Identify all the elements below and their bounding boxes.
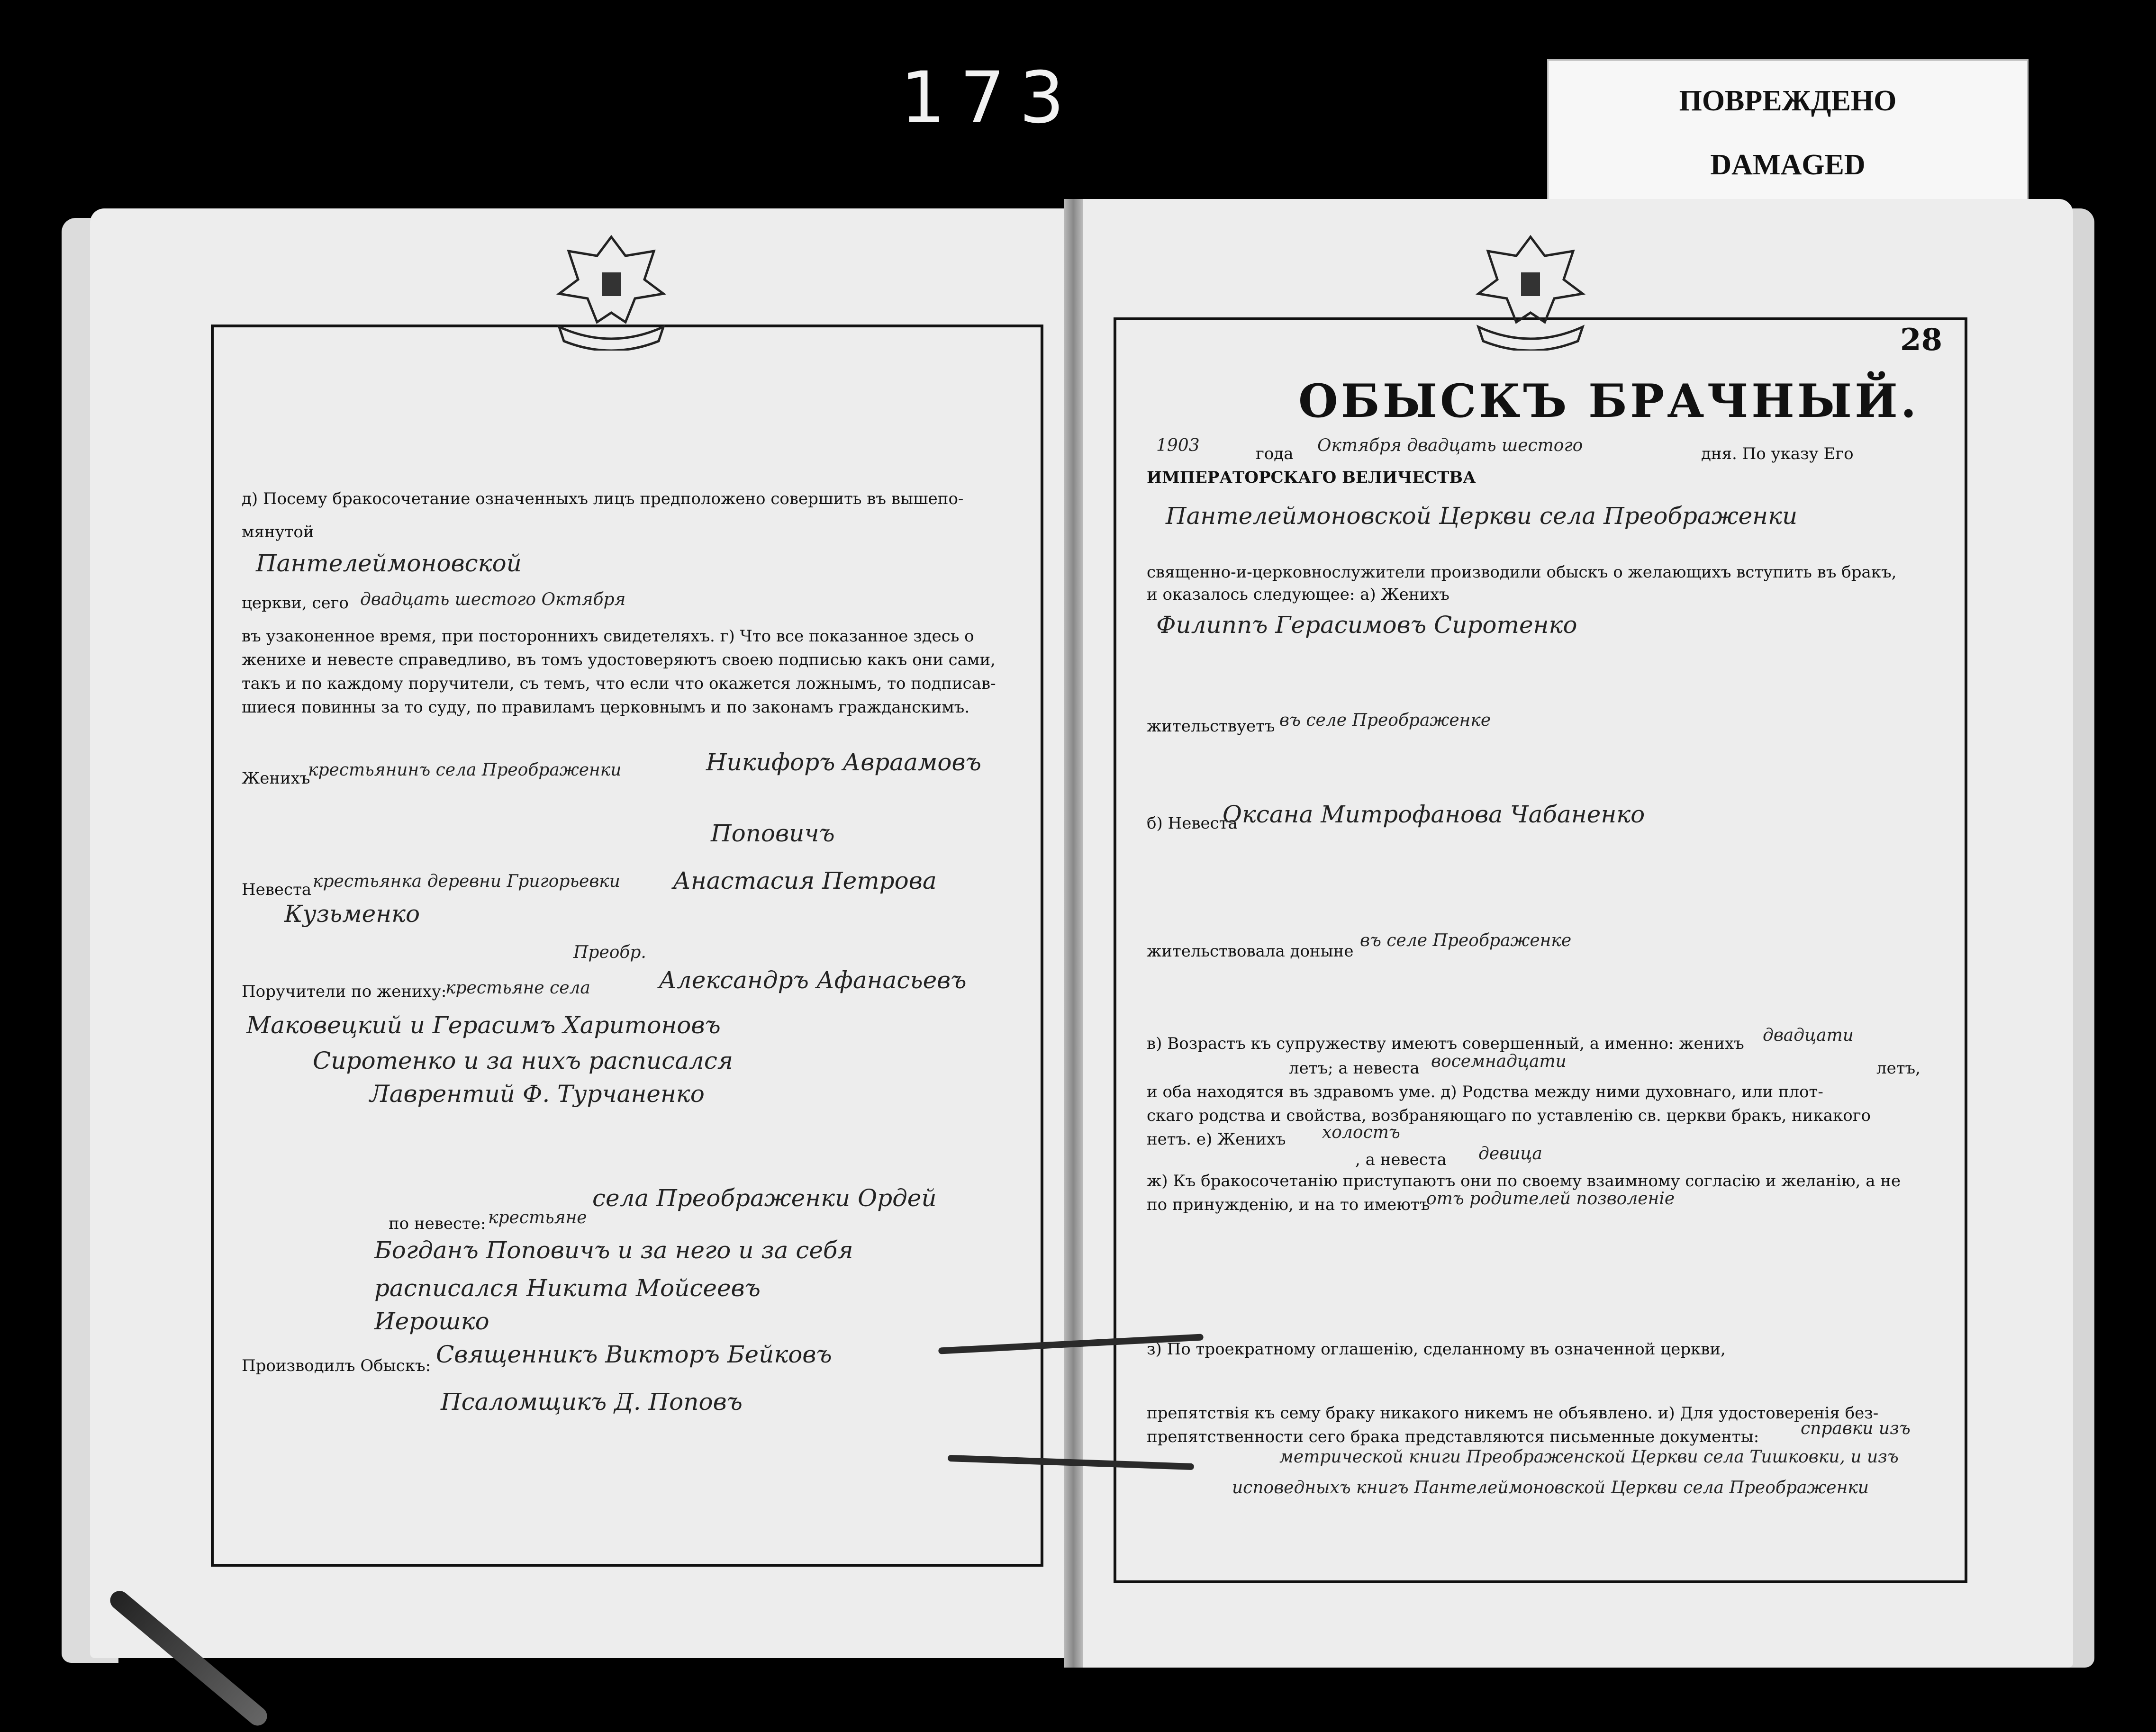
right-label-groom-res: жительствуетъ xyxy=(1147,717,1275,736)
right-text-age-line4: скаго родства и свойства, возбраняющаго по уставленiю св. церкви бракъ, никакого xyxy=(1147,1106,1871,1125)
right-hand-groom-res: въ селе Преображенке xyxy=(1279,711,1491,730)
right-text-age-years: летъ, xyxy=(1876,1059,1920,1078)
left-label-groom: Женихъ xyxy=(242,769,310,788)
left-hand-bride-sign2: Кузьменко xyxy=(284,900,420,928)
right-text-impediment-line2: препятственности сего брака представляются письменные документы: xyxy=(1147,1427,1759,1446)
left-hand-b1-prefix: крестьяне xyxy=(488,1208,587,1227)
right-hand-church: Пантелеймоновской Церкви села Преображенки xyxy=(1166,502,1798,530)
right-text-consent-line1: ж) Къ бракосочетанiю приступаютъ они по своему взаимному согласiю и желанiю, а не xyxy=(1147,1172,1901,1191)
double-headed-eagle-emblem-icon xyxy=(540,227,682,351)
archive-number: 173 xyxy=(900,57,1079,139)
page-number: 28 xyxy=(1900,322,1943,358)
right-hand-year: 1903 xyxy=(1156,436,1200,455)
right-hand-bride-status: девица xyxy=(1478,1144,1542,1164)
page-title: ОБЫСКЪ БРАЧНЫЙ. xyxy=(1298,374,1920,428)
left-hand-psalm: Псаломщикъ Д. Поповъ xyxy=(441,1388,743,1416)
left-hand-church: Пантелеймоновской xyxy=(256,550,522,577)
right-text-age-line3: и оба находятся въ здравомъ уме. д) Родства между ними духовнаго, или плот- xyxy=(1147,1082,1823,1101)
left-hand-g2: Маковецкий и Герасимъ Харитоновъ xyxy=(246,1011,721,1039)
right-text-majesty: ИМПЕРАТОРСКАГО ВЕЛИЧЕСТВА xyxy=(1147,468,1476,487)
right-text-age-line2: летъ; а невеста xyxy=(1289,1059,1420,1078)
left-text-p5-line2: мянутой xyxy=(242,523,314,541)
left-text-p6-line2: женихе и невесте справедливо, въ томъ удостоверяютъ своею подписью какъ они сами, xyxy=(242,650,996,669)
left-hand-date: двадцать шестого Октября xyxy=(360,590,626,609)
right-hand-bride-age: восемнадцати xyxy=(1431,1052,1567,1071)
left-hand-g1-prefix: крестьяне села xyxy=(445,978,590,998)
right-text-clergy-line1: священно-и-церковнослужители производили обыскъ о желающихъ вступить въ бракъ, xyxy=(1147,563,1897,582)
left-hand-g3: Сиротенко и за нихъ расписался xyxy=(313,1047,733,1074)
right-hand-bride-res: въ селе Преображенке xyxy=(1360,931,1572,950)
left-hand-bride-sign1: Анастасия Петрова xyxy=(673,867,937,894)
right-hand-docs2: метрической книги Преображенской Церкви села Тишковки, и изъ xyxy=(1279,1447,1899,1467)
right-hand-parents: отъ родителей позволенiе xyxy=(1426,1189,1675,1209)
left-hand-b2: Богданъ Поповичъ и за него и за себя xyxy=(374,1236,853,1264)
damage-label-en: DAMAGED xyxy=(1710,149,1866,181)
left-hand-groom-sign2: Поповичъ xyxy=(711,820,835,847)
right-text-year: года xyxy=(1256,444,1294,463)
right-text-age-line1: в) Возрастъ къ супружеству имеютъ совершенный, а именно: женихъ xyxy=(1147,1034,1744,1053)
left-label-conducted: Производилъ Обыскъ: xyxy=(242,1356,431,1375)
damage-label-ru: ПОВРЕЖДЕНО xyxy=(1679,85,1897,117)
right-hand-groom-status: холостъ xyxy=(1322,1123,1400,1142)
double-headed-eagle-emblem-icon xyxy=(1459,227,1602,351)
right-label-bride-res: жительствовала донынe xyxy=(1147,942,1354,961)
right-text-bride-status: , а невеста xyxy=(1355,1150,1447,1169)
left-hand-b4: Иерошко xyxy=(374,1308,489,1335)
right-hand-month-day: Октября двадцать шестого xyxy=(1317,436,1583,455)
right-text-clergy-line2: и оказалось следующее: а) Женихъ xyxy=(1147,585,1449,604)
left-text-church: церкви, сего xyxy=(242,594,349,613)
right-hand-groom: Филиппъ Герасимовъ Сиротенко xyxy=(1156,611,1577,639)
right-text-banns: з) По троекратному оглашенiю, сделанному въ означенной церкви, xyxy=(1147,1340,1726,1359)
left-hand-groom-sign1: Никифоръ Авраамовъ xyxy=(706,749,981,776)
right-text-age-line5: нетъ. е) Женихъ xyxy=(1147,1130,1286,1149)
left-label-bride: Невеста xyxy=(242,880,312,899)
right-text-impediment-line1: препятствiя къ сему браку никакого никемъ не объявлено. и) Для удостоверенiя без- xyxy=(1147,1404,1879,1423)
left-hand-b3: расписался Никита Мойсеевъ xyxy=(374,1274,761,1302)
right-hand-groom-age: двадцати xyxy=(1763,1026,1854,1045)
left-text-p6-line4: шиеся повинны за то суду, по правиламъ церковнымъ и по законамъ гражданскимъ. xyxy=(242,698,970,717)
left-hand-g4: Лаврентий Ф. Турчаненко xyxy=(370,1080,705,1108)
left-hand-g1-small: Преобр. xyxy=(573,943,646,962)
left-label-guarantors-bride: по невесте: xyxy=(389,1214,486,1233)
left-hand-b1: села Преображенки Ордей xyxy=(592,1184,937,1212)
book-gutter xyxy=(1064,199,1083,1668)
left-label-guarantors-groom: Поручители по жениху: xyxy=(242,982,447,1001)
left-hand-bride-desc: крестьянка деревни Григорьевки xyxy=(313,872,620,891)
left-hand-groom-desc: крестьянинъ села Преображенки xyxy=(308,760,622,780)
left-text-p6-line3: такъ и по каждому поручители, съ темъ, что если что окажется ложнымъ, то подписав- xyxy=(242,674,996,693)
left-hand-g1-name: Александръ Афанасьевъ xyxy=(659,966,967,994)
left-text-p6-line1: въ узаконенное время, при постороннихъ свидетеляхъ. г) Что все показанное здесь о xyxy=(242,627,974,646)
right-hand-docs1: справки изъ xyxy=(1801,1419,1911,1438)
right-hand-bride: Оксана Митрофанова Чабаненко xyxy=(1223,801,1645,828)
right-text-consent-line2: по принужденiю, и на то имеютъ xyxy=(1147,1195,1430,1214)
right-hand-docs3: исповедныхъ книгъ Пантелеймоновской Церкви села Преображенки xyxy=(1232,1478,1869,1497)
right-text-decree: дня. По указу Его xyxy=(1701,444,1854,463)
right-label-bride: б) Невеста xyxy=(1147,814,1238,833)
left-hand-priest: Священникъ Викторъ Бейковъ xyxy=(436,1341,832,1368)
left-text-p5-line1: д) Посему бракосочетание означенныхъ лицъ предположено совершить въ вышепо- xyxy=(242,489,964,508)
